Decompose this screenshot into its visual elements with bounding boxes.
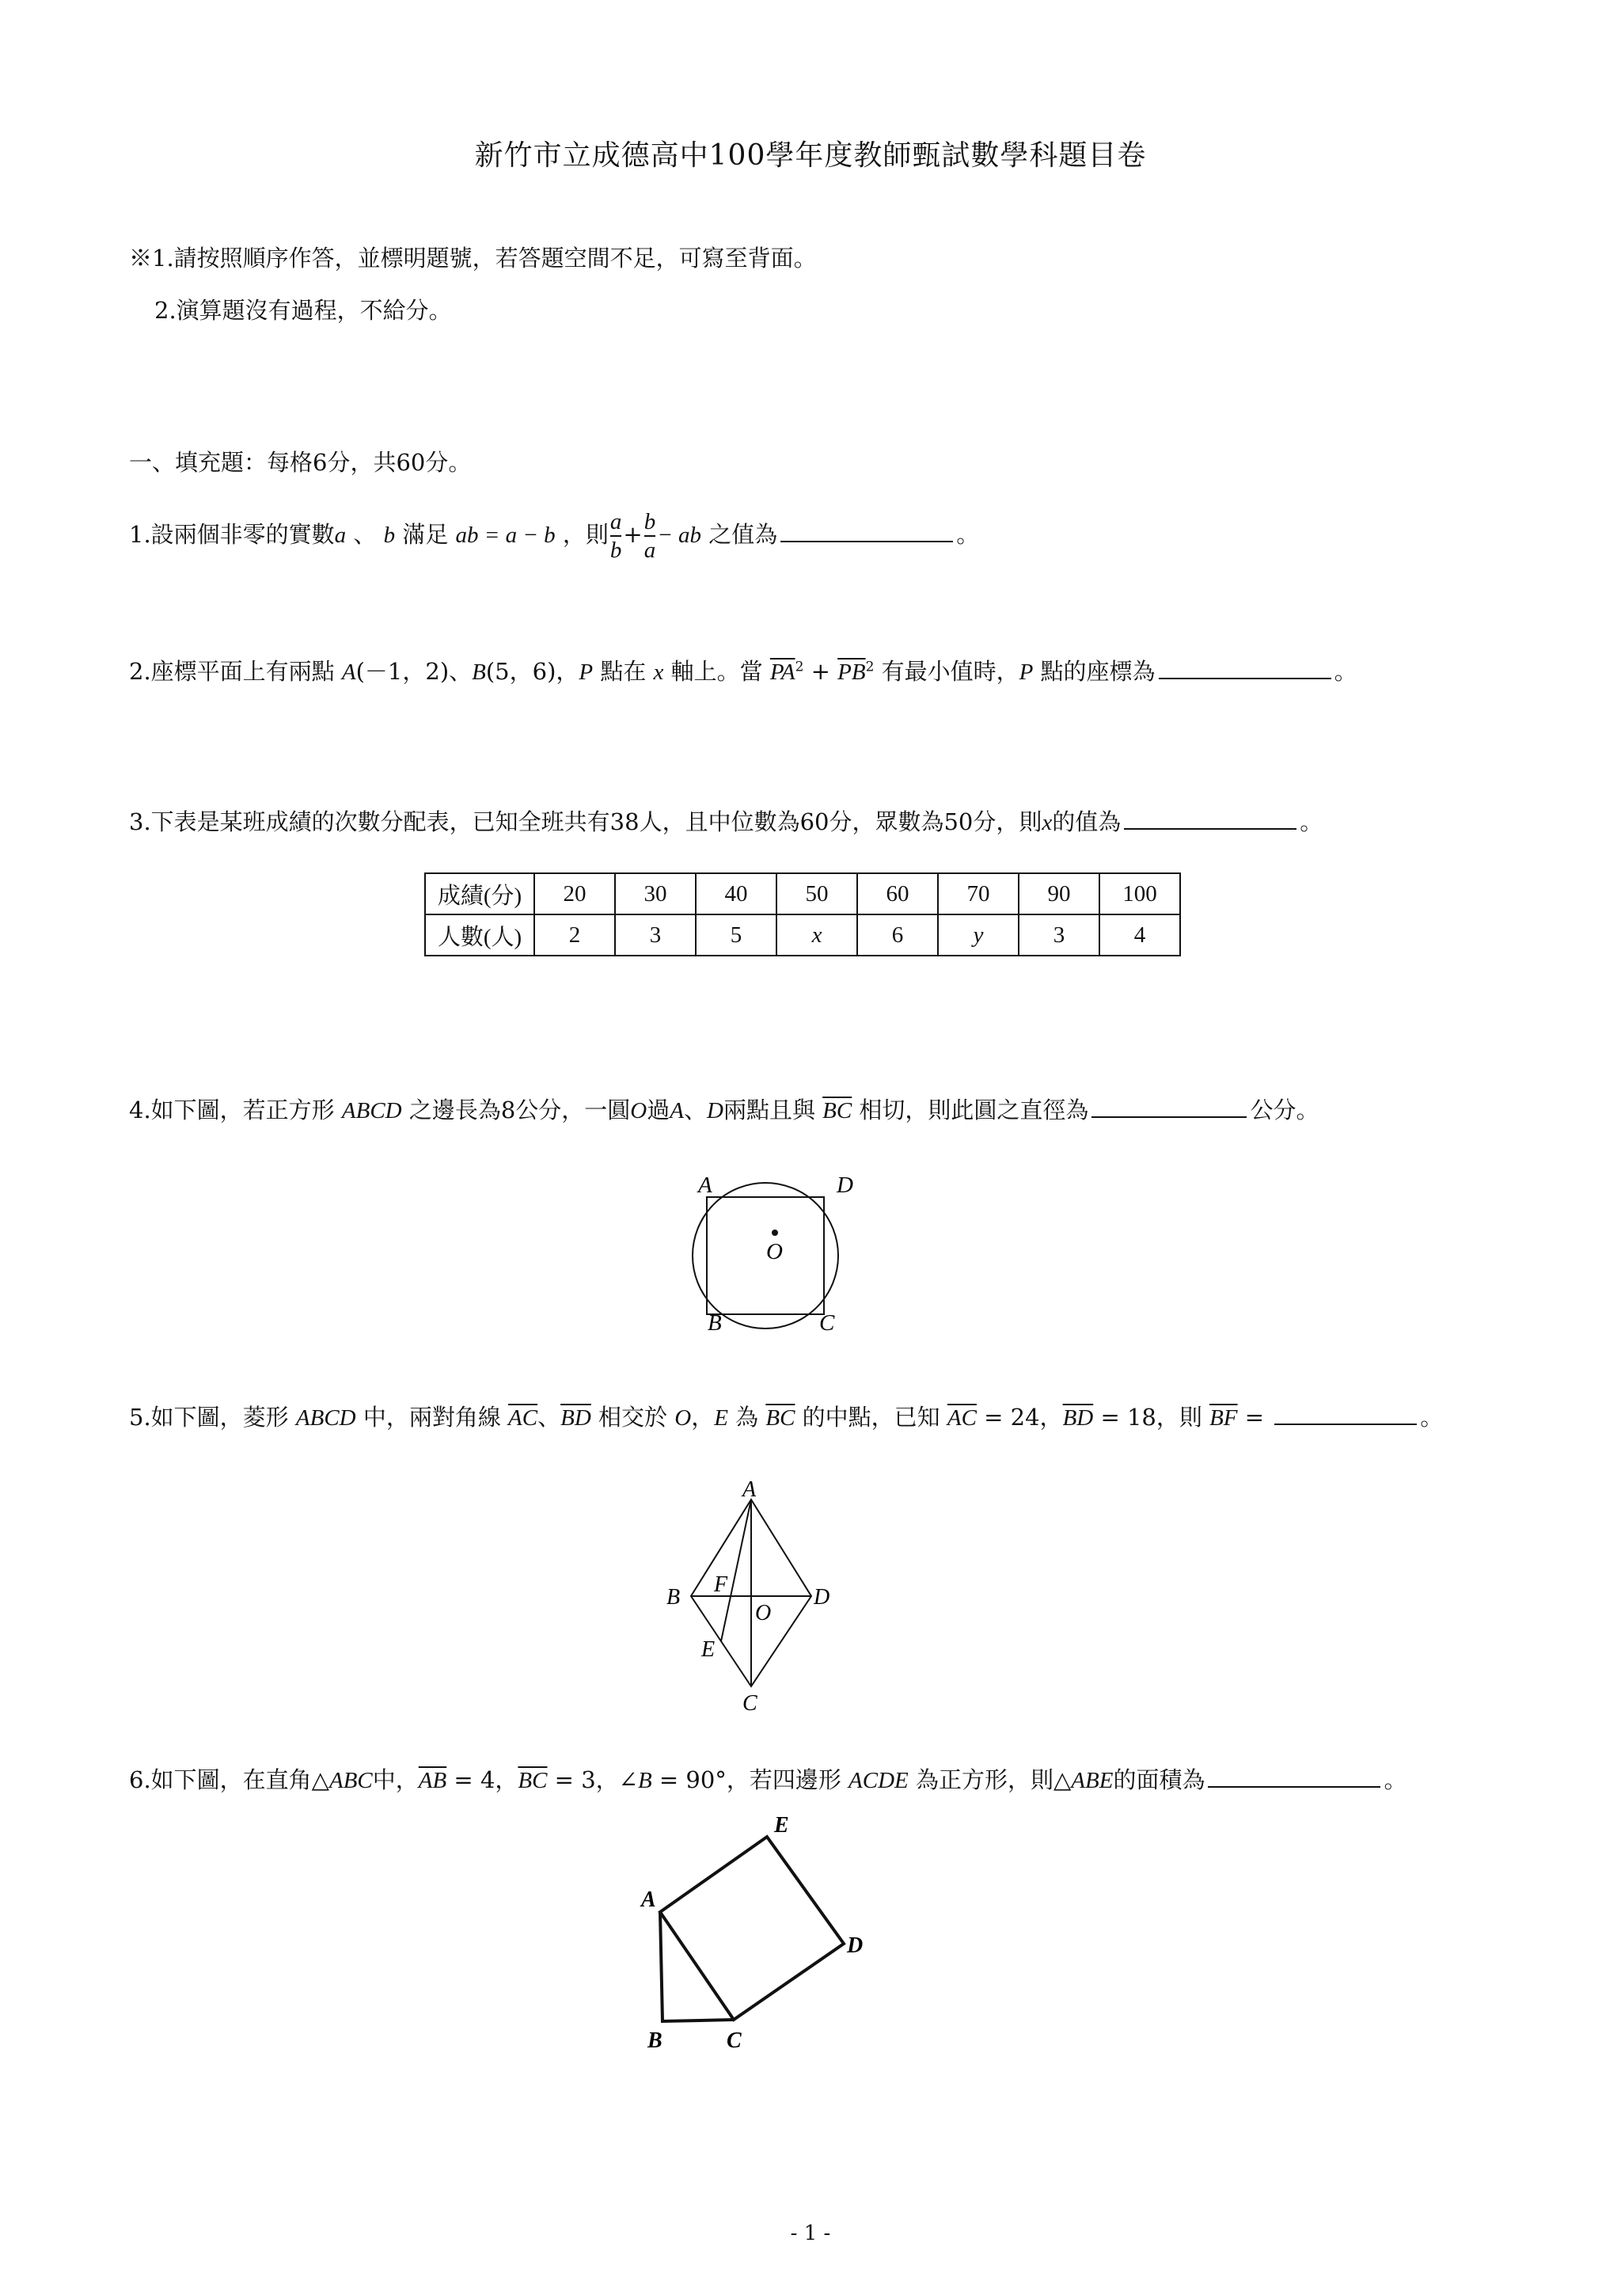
q6-answer-blank[interactable] xyxy=(1208,1766,1380,1788)
q1-suffix: 之值為 xyxy=(701,521,778,548)
q1-prefix: 1.設兩個非零的實數 xyxy=(129,521,335,548)
question-4 xyxy=(129,1093,1319,1125)
q1-sep: 、 xyxy=(346,521,384,548)
table-cell: 50 xyxy=(776,873,857,914)
table-row-score xyxy=(425,873,1180,914)
q3-suffix: 的值為 xyxy=(1052,808,1122,835)
table-cell: 100 xyxy=(1099,873,1180,914)
table-cell: 3 xyxy=(1019,914,1099,956)
label-o: O xyxy=(766,1239,783,1264)
section-heading: 一、填充題：每格6分，共60分。 xyxy=(129,449,472,476)
table-header-count: 人數(人) xyxy=(425,914,534,956)
label-b: B xyxy=(647,2028,662,2053)
q6-triangle-abe: ABE xyxy=(1071,1768,1114,1793)
question-6 xyxy=(129,1762,1407,1795)
figure-rhombus xyxy=(657,1477,863,1712)
label-a: A xyxy=(742,1477,757,1502)
q2-x: x xyxy=(653,660,664,685)
q2-point-a: A xyxy=(341,660,356,685)
label-o: O xyxy=(755,1601,772,1625)
label-c: C xyxy=(727,2028,742,2053)
question-1 xyxy=(129,508,979,564)
q4-square-name: ABCD xyxy=(341,1098,402,1123)
q6-segment-ab: $\overline{AB}$ xyxy=(418,1768,447,1793)
q5-mid2: 相交於 xyxy=(590,1404,675,1431)
q5-answer-blank[interactable] xyxy=(1274,1403,1417,1425)
table-cell: 60 xyxy=(857,873,938,914)
table-cell: 70 xyxy=(938,873,1019,914)
q1-answer-blank[interactable] xyxy=(780,520,953,542)
q4-sep: 、 xyxy=(683,1097,707,1123)
q5-segment-bc: $\overline{BC}$ xyxy=(765,1405,795,1431)
q2-suffix: 點的座標為 xyxy=(1033,658,1156,685)
q5-segment-ac: $\overline{AC}$ xyxy=(508,1405,538,1431)
q1-fraction-b-over-a: $\frac{b}{a}$ xyxy=(643,509,656,563)
label-b: B xyxy=(666,1585,681,1610)
figure-square-on-hypotenuse xyxy=(625,1805,886,2058)
q1-var-a: a xyxy=(334,523,347,548)
q2-end: 。 xyxy=(1334,658,1357,685)
q6-triangle-name: ABC xyxy=(328,1768,373,1793)
label-d: D xyxy=(837,1173,853,1198)
q4-mid2: 過 xyxy=(647,1097,670,1123)
q2-point-p: P xyxy=(579,660,594,685)
q5-sep: 、 xyxy=(537,1404,561,1431)
q5-comma: ， xyxy=(691,1404,715,1431)
q2-square-1: 2 xyxy=(795,659,804,675)
q2-a-coord: (－1，2)、 xyxy=(355,658,473,685)
frequency-table xyxy=(424,872,1181,956)
page-number: - 1 - xyxy=(790,2222,831,2245)
q2-segment-pb: $\overline{PB}$ xyxy=(837,660,866,685)
q4-prefix: 4.如下圖，若正方形 xyxy=(129,1097,342,1123)
table-cell: 20 xyxy=(534,873,615,914)
q4-segment-bc: $\overline{BC}$ xyxy=(822,1098,852,1123)
q2-plus: + xyxy=(803,658,838,685)
q1-fraction-a-over-b: $\frac{a}{b}$ xyxy=(609,509,622,563)
table-cell: 3 xyxy=(615,914,696,956)
figure-square-circle xyxy=(649,1156,894,1346)
q6-v2: = 3，∠ xyxy=(547,1766,638,1793)
q5-mid: 中，兩對角線 xyxy=(355,1404,509,1431)
q2-axis: 軸上。當 xyxy=(663,658,770,685)
q1-then: ，則 xyxy=(555,521,609,548)
q5-o: O xyxy=(674,1405,692,1431)
q2-point-b: B xyxy=(472,660,486,685)
q3-text: 3.下表是某班成績的次數分配表，已知全班共有38人，且中位數為60分，眾數為50分，則 xyxy=(129,808,1042,835)
label-c: C xyxy=(819,1310,835,1336)
q5-rhombus-name: ABCD xyxy=(295,1405,356,1431)
q6-end: 。 xyxy=(1384,1766,1407,1793)
q5-v1: = 24， xyxy=(976,1404,1063,1431)
square-abcd xyxy=(707,1197,824,1314)
q6-v1: = 4， xyxy=(446,1766,518,1793)
table-cell: 90 xyxy=(1019,873,1099,914)
square-acde xyxy=(660,1837,844,2020)
circle-o xyxy=(693,1183,838,1329)
q4-o: O xyxy=(630,1098,647,1123)
center-dot xyxy=(772,1230,778,1236)
q2-segment-pa: $\overline{PA}$ xyxy=(769,660,795,685)
q5-prefix: 5.如下圖，菱形 xyxy=(129,1404,296,1431)
page-title: 新竹市立成德高中100學年度教師甄試數學科題目卷 xyxy=(474,139,1147,172)
q1-end: 。 xyxy=(956,521,980,548)
q5-segment-bf: $\overline{BF}$ xyxy=(1209,1405,1238,1431)
q4-a: A xyxy=(670,1098,684,1123)
label-d: D xyxy=(847,1933,864,1958)
q5-v2: = 18，則 xyxy=(1093,1404,1210,1431)
q3-answer-blank[interactable] xyxy=(1124,808,1296,830)
label-d: D xyxy=(814,1585,830,1610)
q2-on: 點在 xyxy=(593,658,654,685)
q2-square-2: 2 xyxy=(865,659,875,675)
q2-point-p2: P xyxy=(1019,660,1034,685)
q6-angle-b: B xyxy=(637,1768,652,1793)
label-a: A xyxy=(698,1173,712,1198)
q5-e: E xyxy=(714,1405,728,1431)
q6-suffix: 的面積為 xyxy=(1113,1766,1205,1793)
q4-answer-blank[interactable] xyxy=(1091,1096,1247,1118)
label-e: E xyxy=(774,1813,789,1838)
table-cell: 6 xyxy=(857,914,938,956)
q2-b-coord: (5，6)， xyxy=(485,658,579,685)
q1-equation: ab = a − b xyxy=(455,523,556,548)
q5-segment-bd: $\overline{BD}$ xyxy=(560,1405,591,1431)
q1-mid: 滿足 xyxy=(395,521,456,548)
q1-var-b: b xyxy=(383,523,396,548)
q6-mid: 中， xyxy=(372,1766,419,1793)
q1-plus: + xyxy=(623,521,643,548)
table-cell: y xyxy=(938,914,1019,956)
table-cell: x xyxy=(776,914,857,956)
instruction-note-1: ※1.請按照順序作答，並標明題號，若答題空間不足，可寫至背面。 xyxy=(129,245,817,272)
q4-d: D xyxy=(706,1098,723,1123)
table-cell: 2 xyxy=(534,914,615,956)
q6-mid2: 為正方形，則△ xyxy=(908,1766,1072,1793)
table-row-count xyxy=(425,914,1180,956)
q6-v3: = 90°，若四邊形 xyxy=(651,1766,849,1793)
q2-answer-blank[interactable] xyxy=(1159,657,1331,679)
q6-segment-bc: $\overline{BC}$ xyxy=(518,1768,548,1793)
q6-square-name: ACDE xyxy=(848,1768,909,1793)
q4-suffix: 相切，則此圓之直徑為 xyxy=(852,1097,1089,1123)
table-cell: 30 xyxy=(615,873,696,914)
q2-prefix: 2.座標平面上有兩點 xyxy=(129,658,342,685)
table-cell: 40 xyxy=(696,873,776,914)
label-f: F xyxy=(714,1572,728,1597)
table-cell: 4 xyxy=(1099,914,1180,956)
question-5 xyxy=(129,1400,1443,1432)
q4-mid: 之邊長為8公分，一圓 xyxy=(401,1097,631,1123)
q5-segment-ac-2: $\overline{AC}$ xyxy=(947,1405,977,1431)
q5-mid3: 為 xyxy=(727,1404,766,1431)
q4-end: 公分。 xyxy=(1250,1097,1319,1123)
q3-end: 。 xyxy=(1300,808,1323,835)
q5-mid4: 的中點，已知 xyxy=(795,1404,947,1431)
q4-mid3: 兩點且與 xyxy=(723,1097,823,1123)
q2-min: 有最小值時， xyxy=(874,658,1019,685)
q1-tail: − ab xyxy=(657,523,702,548)
q5-end: 。 xyxy=(1420,1404,1444,1431)
question-3 xyxy=(129,804,1323,837)
table-cell: 5 xyxy=(696,914,776,956)
q5-eq: = xyxy=(1237,1404,1272,1431)
label-e: E xyxy=(701,1637,716,1662)
segment-ae xyxy=(721,1500,751,1641)
q5-segment-bd-2: $\overline{BD}$ xyxy=(1062,1405,1094,1431)
table-header-score: 成績(分) xyxy=(425,873,534,914)
label-b: B xyxy=(708,1310,722,1336)
label-c: C xyxy=(742,1691,757,1712)
instruction-note-2: 2.演算題沒有過程，不給分。 xyxy=(154,297,452,324)
q6-prefix: 6.如下圖，在直角△ xyxy=(129,1766,329,1793)
q3-x: x xyxy=(1042,810,1053,835)
label-a: A xyxy=(641,1887,656,1912)
question-2 xyxy=(129,654,1357,686)
